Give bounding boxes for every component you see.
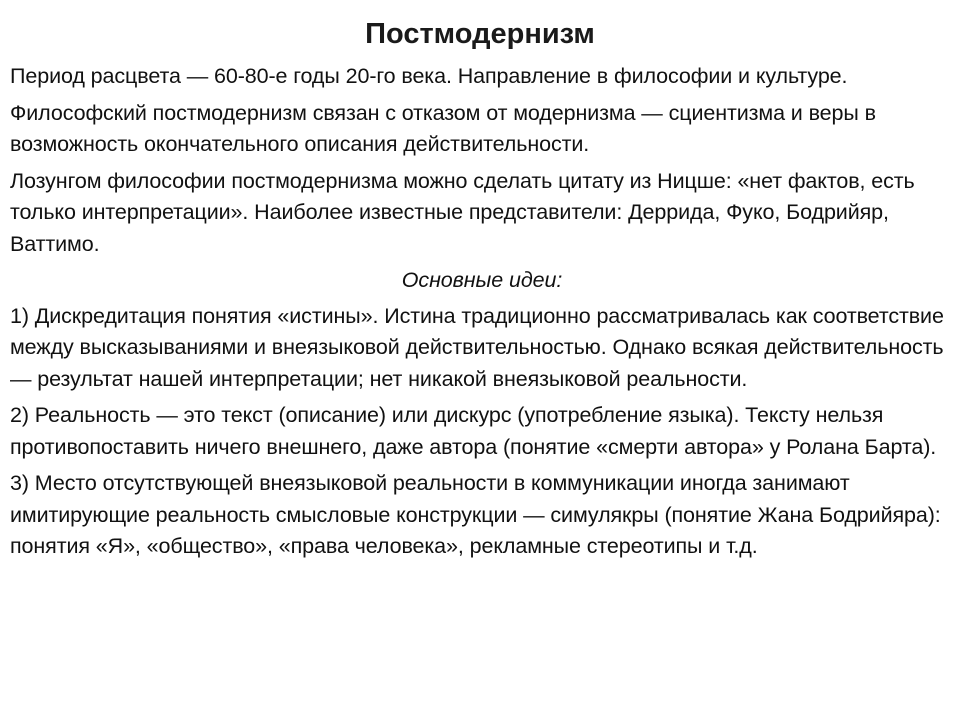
idea-3: 3) Место отсутствующей внеязыковой реальности в коммуникации иногда занимают имитирующие реальность смысловые конструкции — симулякры (понятие Жана Бодрийяра): понятия «Я», «общество», «права человека», рекламные стереотипы и т.д.: [10, 471, 941, 558]
paragraph-philosophy: Философский постмодернизм связан с отказом от модернизма — сциентизма и веры в возможность окончательного описания действительности.: [10, 100, 876, 156]
slide-title: Постмодернизм: [365, 18, 595, 50]
paragraph-slogan: Лозунгом философии постмодернизма можно сделать цитату из Ницше: «нет фактов, есть только интерпретации». Наиболее известные представители: Деррида, Фуко, Бодрийяр, Ваттимо.: [10, 168, 915, 256]
ideas-heading: Основные идеи:: [401, 268, 563, 292]
idea-2: 2) Реальность — это текст (описание) или дискурс (употребление языка). Тексту нельзя противопоставить ничего внешнего, даже автора (понятие «смерти автора» у Ролана Барта).: [10, 403, 937, 459]
idea-1: 1) Дискредитация понятия «истины». Истина традиционно рассматривалась как соответствие между высказываниями и внеязыковой действительностью. Однако всякая действительность — результат нашей интерпретации; нет никакой внеязыковой реальности.: [10, 303, 944, 391]
paragraph-period: Период расцвета — 60-80-е годы 20-го века. Направление в философии и культуре.: [10, 64, 848, 88]
slide-body: [10, 61, 954, 568]
